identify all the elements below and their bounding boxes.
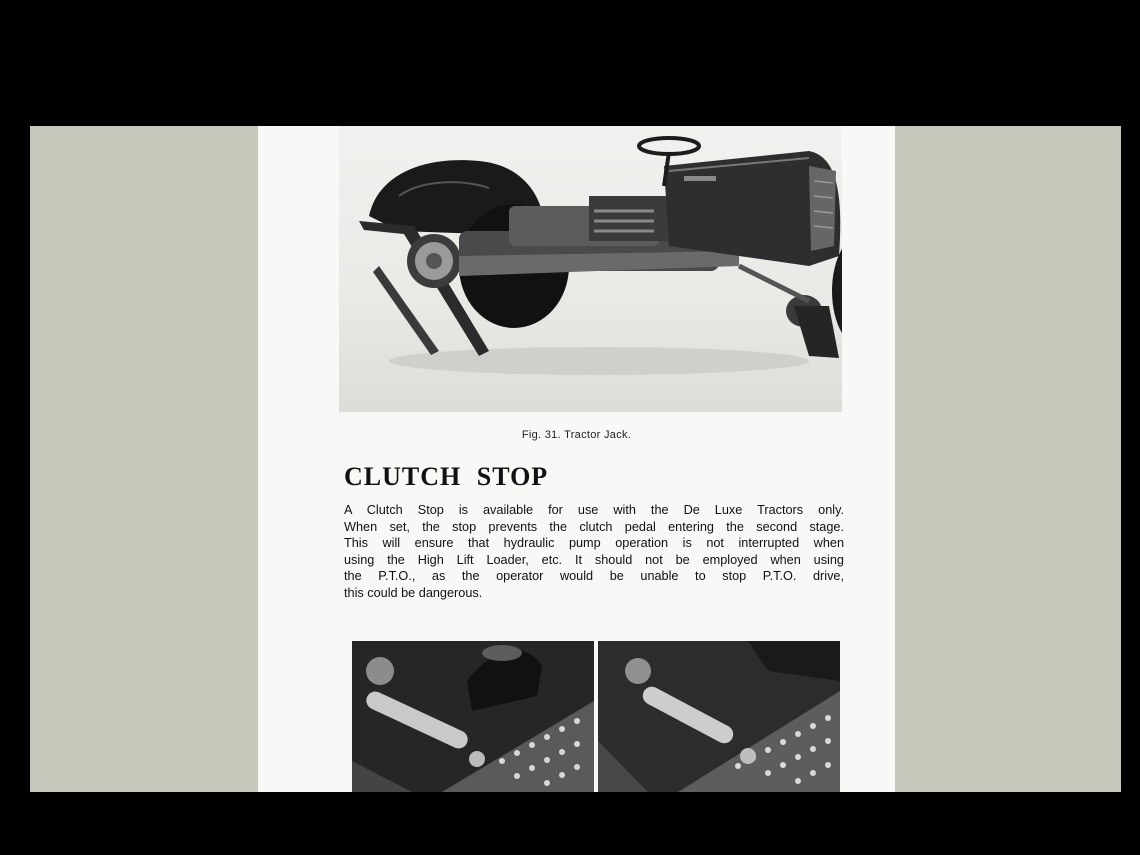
tractor-jack-photo [339, 126, 842, 412]
paragraph-line: using the High Lift Loader, etc. It should not be employed when using [344, 552, 844, 567]
right-margin-panel [895, 126, 1121, 792]
clutch-pedal-photo-right [598, 641, 840, 792]
section-heading: CLUTCH STOP [344, 462, 549, 491]
paragraph-line: When set, the stop prevents the clutch pedal entering the second stage. [344, 519, 844, 534]
clutch-pedal-photo-left [352, 641, 594, 792]
figure-caption: Fig. 31. Tractor Jack. [521, 429, 632, 441]
clutch-stop-photos [352, 641, 840, 792]
paragraph-line: the P.T.O., as the operator would be unable to stop P.T.O. drive, [344, 569, 844, 583]
paragraph-line: This will ensure that hydraulic pump operation is not interrupted when [344, 536, 844, 550]
paragraph-line: A Clutch Stop is available for use with the De Luxe Tractors only. [344, 503, 844, 517]
manual-page [258, 126, 895, 792]
paragraph-line: this could be dangerous. [344, 585, 483, 600]
left-margin-panel [30, 126, 258, 792]
section-paragraph [344, 502, 844, 601]
